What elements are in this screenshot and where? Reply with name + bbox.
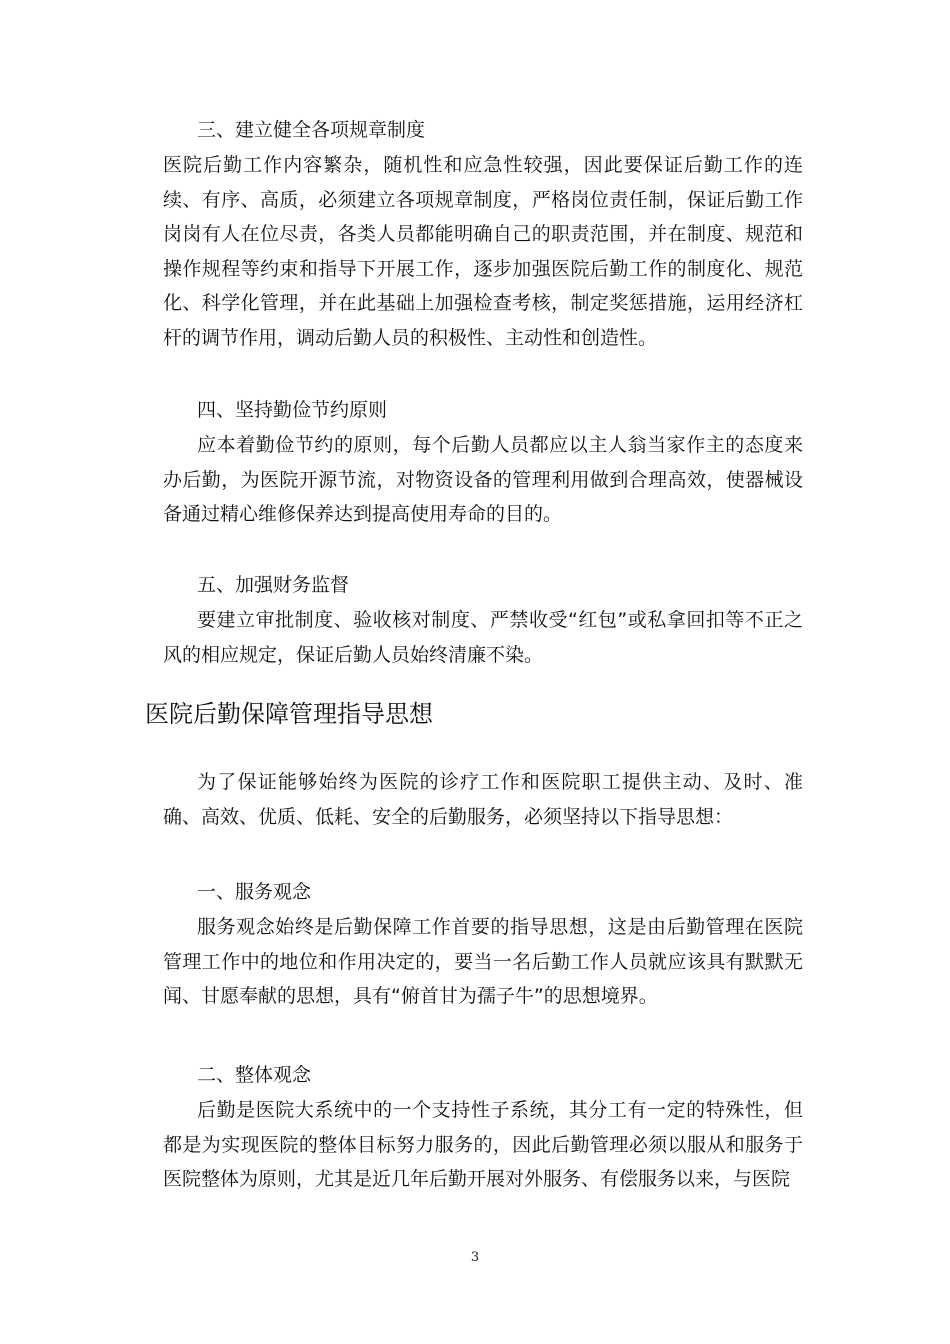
section-5-body: 要建立审批制度、验收核对制度、严禁收受“红包”或私拿回扣等不正之风的相应规定，保证后勤人员始终清廉不染。 [163, 609, 803, 666]
chapter-intro: 为了保证能够始终为医院的诊疗工作和医院职工提供主动、及时、准确、高效、优质、低耗、安全的后勤服务，必须坚持以下指导思想： [163, 771, 803, 828]
idea-2-body: 后勤是医院大系统中的一个支持性子系统，其分工有一定的特殊性，但都是为实现医院的整体目标努力服务的，因此后勤管理必须以服从和服务于医院整体为原则，尤其是近几年后勤开展对外服务、有偿服务以来，与医院 [163, 1099, 803, 1190]
idea-1-body: 服务观念始终是后勤保障工作首要的指导思想，这是由后勤管理在医院管理工作中的地位和作用决定的，要当一名后勤工作人员就应该具有默默无闻、甘愿奉献的思想，具有“俯首甘为孺子牛”的思想境界。 [163, 916, 803, 1007]
section-3-body: 医院后勤工作内容繁杂，随机性和应急性较强，因此要保证后勤工作的连续、有序、高质，必须建立各项规章制度，严格岗位责任制，保证后勤工作岗岗有人在位尽责，各类人员都能明确自己的职责范围，并在制度、规范和操作规程等约束和指导下开展工作，逐步加强医院后勤工作的制度化、规范化、科学化管理，并在此基础上加强检查考核，制定奖惩措施，运用经济杠杆的调节作用，调动后勤人员的积极性、主动性和创造性。 [163, 154, 803, 349]
idea-2-heading: 二、整体观念 [197, 1064, 312, 1086]
section-5-heading: 五、加强财务监督 [197, 574, 350, 596]
section-4-heading: 四、坚持勤俭节约原则 [197, 399, 388, 421]
chapter-title: 医院后勤保障管理指导思想 [145, 700, 433, 728]
section-3-heading: 三、建立健全各项规章制度 [197, 119, 426, 141]
section-4-body: 应本着勤俭节约的原则，每个后勤人员都应以主人翁当家作主的态度来办后勤，为医院开源节流，对物资设备的管理利用做到合理高效，使器械设备通过精心维修保养达到提高使用寿命的目的。 [163, 434, 803, 525]
idea-1-heading: 一、服务观念 [197, 881, 312, 903]
page-number: 3 [470, 1250, 480, 1265]
